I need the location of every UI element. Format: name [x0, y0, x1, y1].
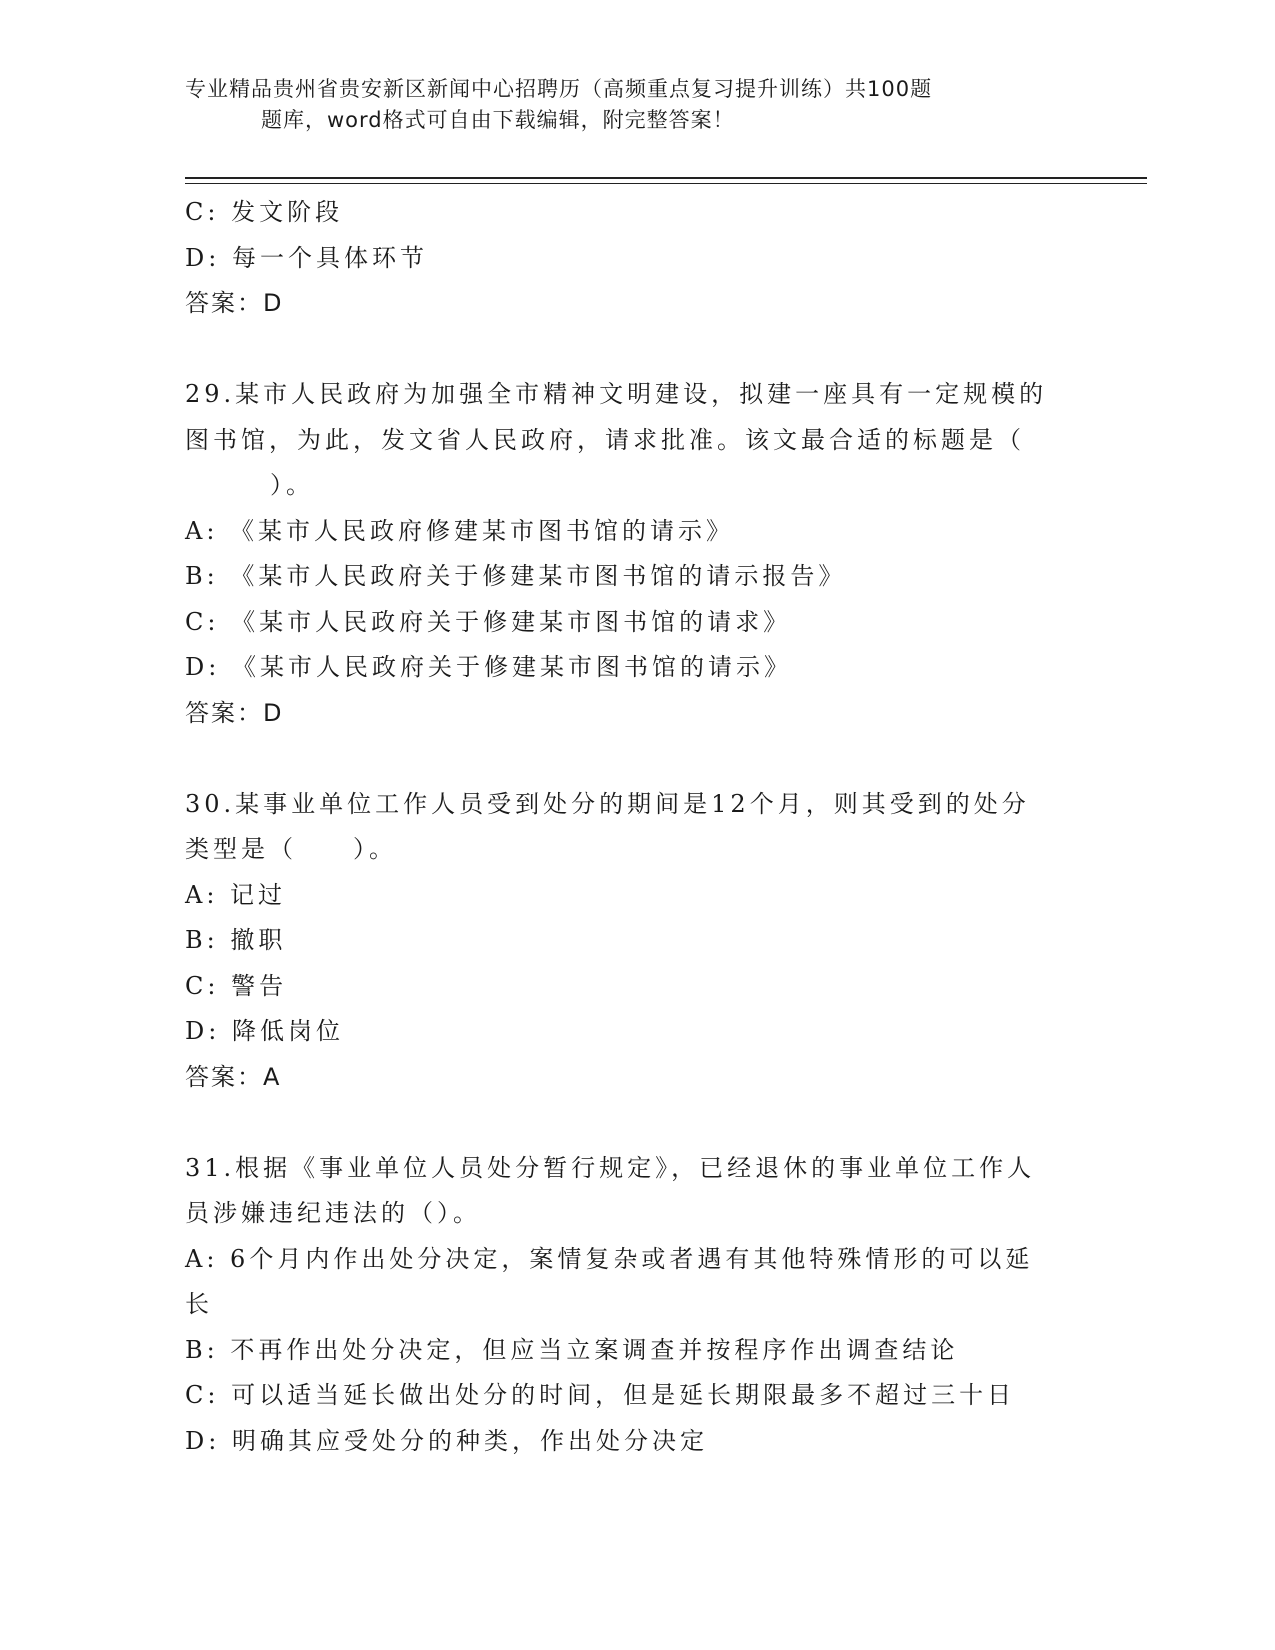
- question-31-option-c: C: 可以适当延长做出处分的时间，但是延长期限最多不超过三十日: [185, 1381, 1016, 1409]
- question-29-option-b: B: 《某市人民政府关于修建某市图书馆的请示报告》: [185, 562, 847, 590]
- header-rule-thin: [185, 183, 1147, 184]
- question-29-text-line3: ）。: [270, 471, 314, 499]
- question-29-option-d: D: 《某市人民政府关于修建某市图书馆的请示》: [185, 653, 792, 681]
- question-29-text-line1: 29.某市人民政府为加强全市精神文明建设，拟建一座具有一定规模的: [185, 380, 1048, 408]
- document-header: [185, 74, 1065, 136]
- question-30-text-line1: 30.某事业单位工作人员受到处分的期间是12个月，则其受到的处分: [185, 789, 1030, 818]
- option-d: D: 每一个具体环节: [185, 243, 428, 272]
- question-30-text-line2: 类型是（ ）。: [185, 835, 397, 863]
- question-30-option-d: D: 降低岗位: [185, 1017, 344, 1045]
- answer-text: 答案：D: [185, 289, 284, 317]
- question-31-option-a-line2: 长: [185, 1290, 213, 1318]
- question-29-option-a: A: 《某市人民政府修建某市图书馆的请示》: [185, 516, 735, 545]
- question-30-answer: 答案：A: [185, 1062, 282, 1091]
- header-title-line1: 专业精品贵州省贵安新区新闻中心招聘历（高频重点复习提升训练）共100题: [185, 77, 933, 101]
- question-30-option-c: C: 警告: [185, 971, 288, 1000]
- option-c: C: 发文阶段: [185, 198, 344, 226]
- spacer: [185, 1100, 1085, 1146]
- question-29-option-c: C: 《某市人民政府关于修建某市图书馆的请求》: [185, 607, 792, 636]
- question-31-option-d: D: 明确其应受处分的种类，作出处分决定: [185, 1426, 708, 1455]
- question-31-text-line2: 员涉嫌违纪违法的（）。: [185, 1199, 481, 1227]
- question-30-option-b: B: 撤职: [185, 926, 287, 954]
- spacer: [185, 736, 1085, 782]
- question-31-option-a-line1: A: 6个月内作出处分决定，案情复杂或者遇有其他特殊情形的可以延: [185, 1244, 1034, 1273]
- question-31-option-b: B: 不再作出处分决定，但应当立案调查并按程序作出调查结论: [185, 1335, 959, 1364]
- spacer: [185, 327, 1085, 373]
- question-30-option-a: A: 记过: [185, 880, 287, 909]
- header-rule-thick: [185, 177, 1147, 179]
- question-29-answer: 答案：D: [185, 698, 284, 727]
- question-29-text-line2: 图书馆，为此，发文省人民政府，请求批准。该文最合适的标题是（: [185, 425, 1025, 454]
- header-title-line2: 题库，word格式可自由下载编辑，附完整答案！: [261, 108, 735, 132]
- question-list: [185, 190, 1085, 1464]
- question-31-text-line1: 31.根据《事业单位人员处分暂行规定》，已经退休的事业单位工作人: [185, 1153, 1036, 1182]
